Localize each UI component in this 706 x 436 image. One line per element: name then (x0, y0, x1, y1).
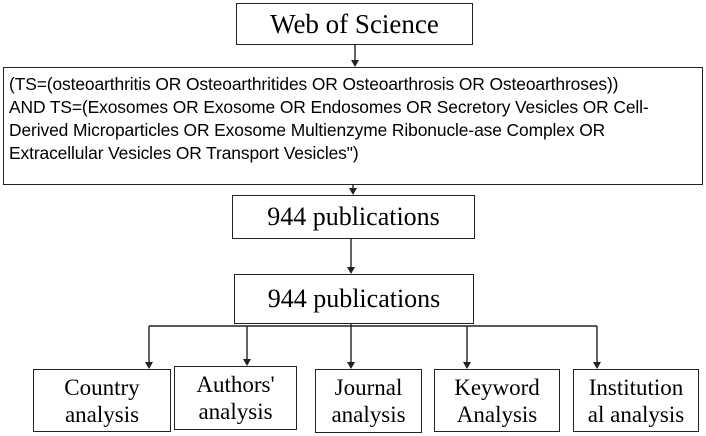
analysis-label-line2: Analysis (456, 401, 538, 427)
arrowhead-pub1 (349, 188, 357, 195)
source-label: Web of Science (270, 8, 439, 39)
arrowhead-country (145, 362, 153, 369)
authors-analysis-box (174, 366, 297, 430)
country-analysis-box (33, 369, 171, 432)
publications-box-2 (234, 274, 474, 324)
publications-box-1 (232, 195, 475, 239)
publications-count: 944 publications (267, 202, 440, 231)
arrowhead-keyword (463, 362, 471, 369)
institution-analysis-box (573, 369, 699, 432)
arrowhead-query (351, 60, 359, 67)
query-line: Derived Microparticles OR Exosome Multienzyme Ribonucle-ase Complex OR (9, 120, 606, 140)
analysis-label-line2: analysis (331, 402, 406, 427)
analysis-label-line1: Country (64, 374, 140, 400)
analysis-label-line2: analysis (198, 399, 273, 424)
query-line: (TS=(osteoarthritis OR Osteoarthritides OR Osteoarthrosis OR Osteoarthroses)) (9, 74, 619, 94)
analysis-label-line1: Authors' (196, 372, 275, 397)
arrowhead-authors (243, 359, 251, 366)
source-box (236, 3, 473, 45)
query-line: AND TS=(Exosomes OR Exosome OR Endosomes OR Secretory Vesicles OR Cell- (9, 97, 649, 117)
journal-analysis-box (315, 369, 422, 433)
analysis-label-line1: Keyword (454, 374, 540, 400)
arrowhead-journal (347, 362, 355, 369)
search-query-box (3, 67, 703, 185)
keyword-analysis-box (434, 369, 560, 432)
arrowhead-institution (593, 362, 601, 369)
analysis-label-line1: Institution (588, 374, 684, 400)
analysis-label-line1: Journal (334, 375, 403, 400)
analysis-label-line2: al analysis (587, 401, 685, 427)
analysis-label-line2: analysis (64, 401, 140, 427)
publications-count: 944 publications (267, 284, 441, 313)
query-line: Extracellular Vesicles OR Transport Vesicles") (9, 143, 359, 163)
arrowhead-pub2 (347, 267, 355, 274)
